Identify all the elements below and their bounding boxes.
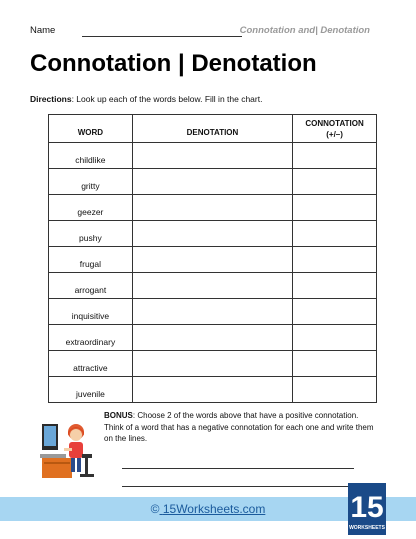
word-cell: geezer <box>49 195 133 221</box>
word-chart-table <box>48 114 377 403</box>
table-row <box>49 273 377 299</box>
word-cell: attractive <box>49 351 133 377</box>
bonus-answer-line-2[interactable] <box>122 486 354 487</box>
denotation-cell[interactable] <box>132 377 292 403</box>
logo-number: 15 <box>350 491 384 524</box>
table-row <box>49 169 377 195</box>
connotation-cell[interactable] <box>293 143 377 169</box>
table-row <box>49 221 377 247</box>
name-label: Name <box>30 25 56 36</box>
header-connotation <box>293 115 377 143</box>
connotation-cell[interactable] <box>293 247 377 273</box>
header-connotation-line1: CONNOTATION <box>305 118 364 128</box>
student-at-computer-illustration <box>38 418 98 480</box>
connotation-cell[interactable] <box>293 377 377 403</box>
directions-label: Directions <box>30 94 72 104</box>
table-row <box>49 299 377 325</box>
connotation-cell[interactable] <box>293 299 377 325</box>
footer-site-text: 15Worksheets.com <box>162 502 266 516</box>
header-denotation: DENOTATION <box>132 115 292 143</box>
word-cell: gritty <box>49 169 133 195</box>
denotation-cell[interactable] <box>132 195 292 221</box>
denotation-cell[interactable] <box>132 273 292 299</box>
table-header-row <box>49 115 377 143</box>
denotation-cell[interactable] <box>132 143 292 169</box>
denotation-cell[interactable] <box>132 299 292 325</box>
header-row <box>30 25 370 39</box>
connotation-cell[interactable] <box>293 273 377 299</box>
bonus-label: BONUS <box>104 411 133 420</box>
table-row <box>49 351 377 377</box>
denotation-cell[interactable] <box>132 221 292 247</box>
denotation-cell[interactable] <box>132 351 292 377</box>
header-word: WORD <box>49 115 133 143</box>
word-cell: extraordinary <box>49 325 133 351</box>
connotation-cell[interactable] <box>293 351 377 377</box>
bonus-text: : Choose 2 of the words above that have a positive connotation. Think of a word that has a negative connotation for each one and write them on the lines. <box>104 411 374 443</box>
denotation-cell[interactable] <box>132 325 292 351</box>
15worksheets-logo <box>348 483 386 535</box>
table-row <box>49 247 377 273</box>
connotation-cell[interactable] <box>293 325 377 351</box>
connotation-cell[interactable] <box>293 195 377 221</box>
worksheet-header-title: Connotation and| Denotation <box>239 25 370 36</box>
table-row <box>49 195 377 221</box>
bonus-answer-line-1[interactable] <box>122 468 354 469</box>
word-cell: inquisitive <box>49 299 133 325</box>
word-cell: juvenile <box>49 377 133 403</box>
denotation-cell[interactable] <box>132 169 292 195</box>
directions-text: : Look up each of the words below. Fill in the chart. <box>71 94 263 104</box>
copyright-symbol: © <box>150 502 160 516</box>
word-cell: arrogant <box>49 273 133 299</box>
denotation-cell[interactable] <box>132 247 292 273</box>
logo-text: WORKSHEETS <box>349 525 385 531</box>
page-title: Connotation | Denotation <box>30 50 317 77</box>
header-connotation-line2: (+/–) <box>326 129 343 139</box>
table-row <box>49 143 377 169</box>
directions <box>30 94 262 104</box>
connotation-cell[interactable] <box>293 169 377 195</box>
name-line[interactable] <box>82 36 242 37</box>
word-cell: childlike <box>49 143 133 169</box>
table-row <box>49 325 377 351</box>
bonus-instructions <box>104 410 376 445</box>
word-cell: pushy <box>49 221 133 247</box>
word-cell: frugal <box>49 247 133 273</box>
table-row <box>49 377 377 403</box>
connotation-cell[interactable] <box>293 221 377 247</box>
